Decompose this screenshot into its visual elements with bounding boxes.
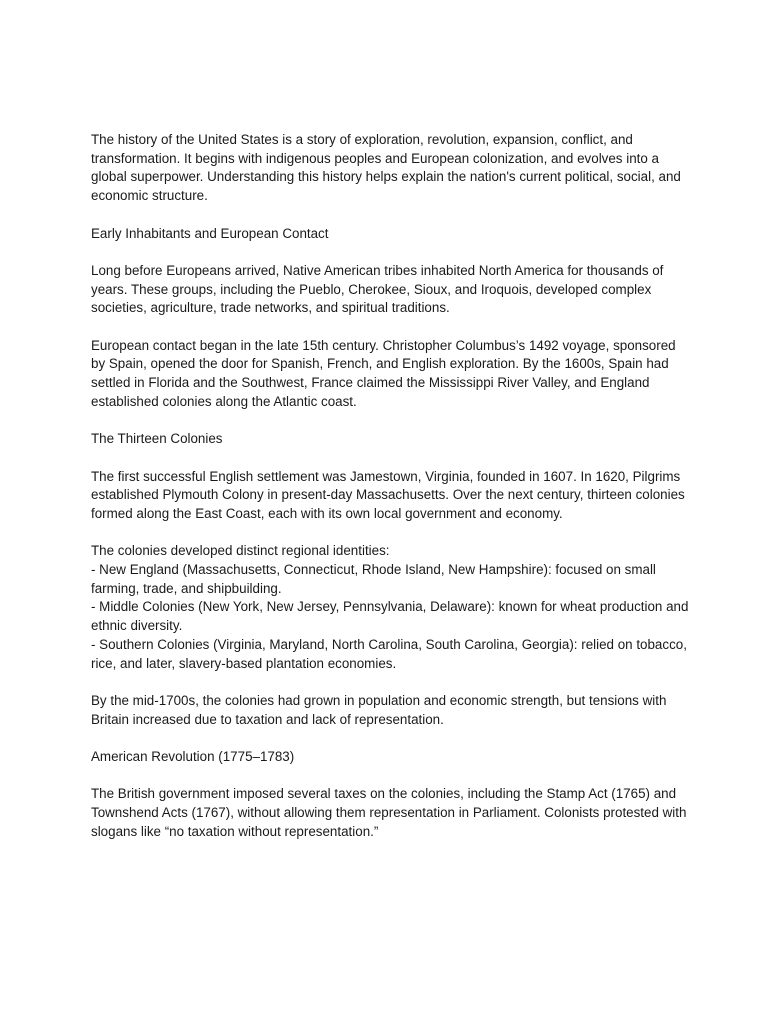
intro-paragraph: The history of the United States is a story of exploration, revolution, expansion, conflict, and transformation. It begins with indigenous peoples and European colonization, and evolves into a global superpower. Understanding this history helps explain the nation's current political, social, and economic structure.: [91, 132, 681, 204]
native-americans-paragraph: Long before Europeans arrived, Native American tribes inhabited North America for thousands of years. These groups, including the Pueblo, Cherokee, Sioux, and Iroquois, developed complex societies, agriculture, trade networks, and spiritual traditions.: [91, 262, 664, 316]
section-heading-early-inhabitants: Early Inhabitants and European Contact: [91, 225, 329, 241]
list-item-southern-colonies: - Southern Colonies (Virginia, Maryland, North Carolina, South Carolina, Georgia): relied on tobacco, rice, and later, slavery-based plantation economies.: [91, 636, 687, 671]
regional-identities-list: [91, 561, 691, 673]
regional-identities-intro: The colonies developed distinct regional identities:: [91, 543, 390, 559]
mid-1700s-paragraph: By the mid-1700s, the colonies had grown in population and economic strength, but tensions with Britain increased due to taxation and lack of representation.: [91, 692, 667, 727]
section-heading-american-revolution: American Revolution (1775–1783): [91, 749, 295, 765]
document-page: [91, 131, 691, 860]
list-item-middle-colonies: - Middle Colonies (New York, New Jersey, Pennsylvania, Delaware): known for wheat production and ethnic diversity.: [91, 599, 689, 634]
british-taxes-paragraph: The British government imposed several taxes on the colonies, including the Stamp Act (1765) and Townshend Acts (1767), without allowing them representation in Parliament. Colonists protested with slogans like “no taxation without representation.”: [91, 786, 687, 839]
jamestown-paragraph: The first successful English settlement was Jamestown, Virginia, founded in 1607. In 1620, Pilgrims established Plymouth Colony in present-day Massachusetts. Over the next century, thirteen colonies formed along the East Coast, each with its own local government and economy.: [91, 468, 685, 521]
european-contact-paragraph: European contact began in the late 15th century. Christopher Columbus’s 1492 voyage, sponsored by Spain, opened the door for Spanish, French, and English exploration. By the 1600s, Spain had settled in Florida and the Southwest, France claimed the Mississippi River Valley, and England established colonies along the Atlantic coast.: [91, 337, 676, 409]
list-item-new-england: - New England (Massachusetts, Connecticut, Rhode Island, New Hampshire): focused on small farming, trade, and shipbuilding.: [91, 562, 656, 596]
section-heading-thirteen-colonies: The Thirteen Colonies: [91, 431, 223, 447]
